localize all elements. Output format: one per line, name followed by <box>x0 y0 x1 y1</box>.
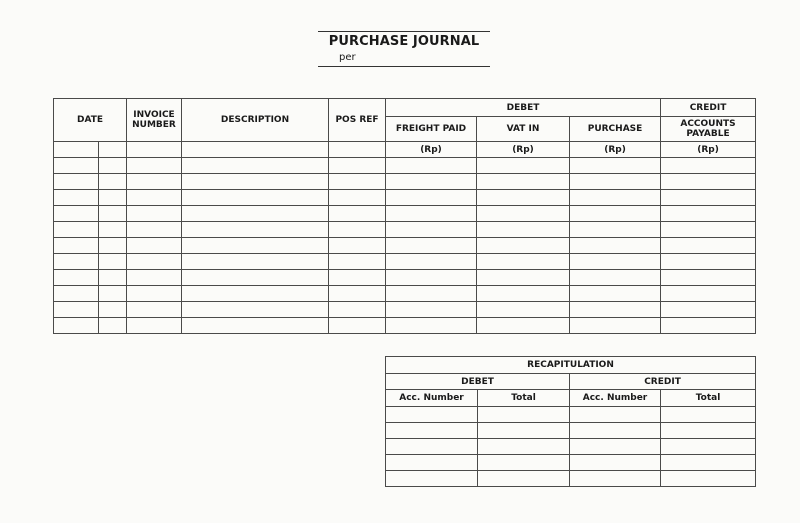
recap-row <box>386 439 756 455</box>
header-purchase: PURCHASE <box>570 117 661 142</box>
credit-acc-number-cell[interactable] <box>570 423 661 439</box>
date-month-cell[interactable] <box>99 238 127 254</box>
accounts-payable-cell[interactable] <box>661 206 756 222</box>
header-debet: DEBET <box>386 99 661 117</box>
accounts-payable-cell[interactable] <box>661 222 756 238</box>
accounts-payable-cell[interactable] <box>661 318 756 334</box>
journal-row <box>54 286 756 302</box>
pos-ref-cell[interactable] <box>329 190 386 206</box>
journal-row <box>54 190 756 206</box>
purchase-cell[interactable] <box>570 190 661 206</box>
recap-header-debet: DEBET <box>386 374 570 390</box>
purchase-cell[interactable] <box>570 238 661 254</box>
header-vat-in: VAT IN <box>477 117 570 142</box>
vat-in-cell[interactable] <box>477 206 570 222</box>
unit-freight-paid: (Rp) <box>386 142 477 158</box>
period-label: per <box>339 52 356 63</box>
accounts-payable-cell[interactable] <box>661 238 756 254</box>
debet-total-cell[interactable] <box>478 423 570 439</box>
date-day-cell[interactable] <box>54 206 99 222</box>
date-month-cell[interactable] <box>99 190 127 206</box>
journal-row <box>54 254 756 270</box>
vat-in-cell[interactable] <box>477 222 570 238</box>
journal-row <box>54 174 756 190</box>
recapitulation-table <box>385 356 756 487</box>
credit-acc-number-cell[interactable] <box>570 471 661 487</box>
date-day-cell[interactable] <box>54 174 99 190</box>
invoice-number-cell[interactable] <box>127 238 182 254</box>
recap-title: RECAPITULATION <box>386 357 756 374</box>
date-day-cell[interactable] <box>54 158 99 174</box>
header-credit: CREDIT <box>661 99 756 117</box>
recap-row <box>386 407 756 423</box>
debet-acc-number-cell[interactable] <box>386 439 478 455</box>
description-cell[interactable] <box>182 190 329 206</box>
debet-acc-number-cell[interactable] <box>386 455 478 471</box>
freight-paid-cell[interactable] <box>386 302 477 318</box>
credit-acc-number-cell[interactable] <box>570 439 661 455</box>
debet-acc-number-cell[interactable] <box>386 407 478 423</box>
date-month-cell[interactable] <box>99 158 127 174</box>
date-day-cell[interactable] <box>54 190 99 206</box>
recap-col-credit-acc-number: Acc. Number <box>570 390 661 407</box>
vat-in-cell[interactable] <box>477 302 570 318</box>
debet-acc-number-cell[interactable] <box>386 471 478 487</box>
journal-row <box>54 206 756 222</box>
pos-ref-cell[interactable] <box>329 206 386 222</box>
date-day-cell[interactable] <box>54 142 99 158</box>
purchase-cell[interactable] <box>570 174 661 190</box>
unit-vat-in: (Rp) <box>477 142 570 158</box>
date-month-cell[interactable] <box>99 142 127 158</box>
description-cell[interactable] <box>182 302 329 318</box>
header-pos-ref: POS REF <box>329 99 386 142</box>
debet-acc-number-cell[interactable] <box>386 423 478 439</box>
freight-paid-cell[interactable] <box>386 158 477 174</box>
purchase-cell[interactable] <box>570 206 661 222</box>
journal-row <box>54 302 756 318</box>
pos-ref-cell[interactable] <box>329 222 386 238</box>
pos-ref-cell[interactable] <box>329 142 386 158</box>
credit-total-cell[interactable] <box>661 423 756 439</box>
date-month-cell[interactable] <box>99 174 127 190</box>
purchase-cell[interactable] <box>570 318 661 334</box>
pos-ref-cell[interactable] <box>329 174 386 190</box>
date-day-cell[interactable] <box>54 302 99 318</box>
recap-row <box>386 423 756 439</box>
date-month-cell[interactable] <box>99 286 127 302</box>
credit-total-cell[interactable] <box>661 471 756 487</box>
purchase-cell[interactable] <box>570 222 661 238</box>
header-description: DESCRIPTION <box>182 99 329 142</box>
journal-row <box>54 238 756 254</box>
pos-ref-cell[interactable] <box>329 238 386 254</box>
date-day-cell[interactable] <box>54 270 99 286</box>
description-cell[interactable] <box>182 270 329 286</box>
date-month-cell[interactable] <box>99 222 127 238</box>
pos-ref-cell[interactable] <box>329 254 386 270</box>
vat-in-cell[interactable] <box>477 158 570 174</box>
vat-in-cell[interactable] <box>477 254 570 270</box>
purchase-cell[interactable] <box>570 254 661 270</box>
date-month-cell[interactable] <box>99 318 127 334</box>
description-cell[interactable] <box>182 158 329 174</box>
header-invoice-number: INVOICE NUMBER <box>127 99 182 142</box>
debet-total-cell[interactable] <box>478 471 570 487</box>
credit-acc-number-cell[interactable] <box>570 407 661 423</box>
freight-paid-cell[interactable] <box>386 270 477 286</box>
date-month-cell[interactable] <box>99 206 127 222</box>
accounts-payable-cell[interactable] <box>661 190 756 206</box>
unit-purchase: (Rp) <box>570 142 661 158</box>
pos-ref-cell[interactable] <box>329 158 386 174</box>
invoice-number-cell[interactable] <box>127 142 182 158</box>
vat-in-cell[interactable] <box>477 190 570 206</box>
journal-row <box>54 222 756 238</box>
recap-row <box>386 471 756 487</box>
invoice-number-cell[interactable] <box>127 270 182 286</box>
invoice-number-cell[interactable] <box>127 206 182 222</box>
freight-paid-cell[interactable] <box>386 206 477 222</box>
description-cell[interactable] <box>182 254 329 270</box>
description-cell[interactable] <box>182 238 329 254</box>
period-input-line[interactable] <box>318 66 490 67</box>
freight-paid-cell[interactable] <box>386 238 477 254</box>
credit-total-cell[interactable] <box>661 439 756 455</box>
vat-in-cell[interactable] <box>477 318 570 334</box>
accounts-payable-cell[interactable] <box>661 302 756 318</box>
purchase-cell[interactable] <box>570 270 661 286</box>
description-cell[interactable] <box>182 174 329 190</box>
description-cell[interactable] <box>182 206 329 222</box>
accounts-payable-cell[interactable] <box>661 174 756 190</box>
recap-col-debet-total: Total <box>478 390 570 407</box>
recap-header-credit: CREDIT <box>570 374 756 390</box>
date-month-cell[interactable] <box>99 302 127 318</box>
accounts-payable-cell[interactable] <box>661 270 756 286</box>
header-accounts-payable: ACCOUNTS PAYABLE <box>661 117 756 142</box>
header-date: DATE <box>54 99 127 142</box>
vat-in-cell[interactable] <box>477 174 570 190</box>
freight-paid-cell[interactable] <box>386 222 477 238</box>
pos-ref-cell[interactable] <box>329 318 386 334</box>
description-cell[interactable] <box>182 222 329 238</box>
accounts-payable-cell[interactable] <box>661 254 756 270</box>
description-cell[interactable] <box>182 318 329 334</box>
date-day-cell[interactable] <box>54 254 99 270</box>
vat-in-cell[interactable] <box>477 270 570 286</box>
date-day-cell[interactable] <box>54 222 99 238</box>
pos-ref-cell[interactable] <box>329 302 386 318</box>
header-freight-paid: FREIGHT PAID <box>386 117 477 142</box>
date-day-cell[interactable] <box>54 318 99 334</box>
recap-row <box>386 455 756 471</box>
accounts-payable-cell[interactable] <box>661 158 756 174</box>
journal-row <box>54 270 756 286</box>
description-cell[interactable] <box>182 142 329 158</box>
title-top-rule <box>318 31 490 32</box>
recap-col-credit-total: Total <box>661 390 756 407</box>
invoice-number-cell[interactable] <box>127 286 182 302</box>
purchase-cell[interactable] <box>570 302 661 318</box>
vat-in-cell[interactable] <box>477 238 570 254</box>
date-month-cell[interactable] <box>99 254 127 270</box>
date-day-cell[interactable] <box>54 286 99 302</box>
debet-total-cell[interactable] <box>478 407 570 423</box>
invoice-number-cell[interactable] <box>127 158 182 174</box>
credit-total-cell[interactable] <box>661 407 756 423</box>
invoice-number-cell[interactable] <box>127 318 182 334</box>
credit-acc-number-cell[interactable] <box>570 455 661 471</box>
description-cell[interactable] <box>182 286 329 302</box>
purchase-cell[interactable] <box>570 286 661 302</box>
freight-paid-cell[interactable] <box>386 190 477 206</box>
purchase-journal-table <box>53 98 756 334</box>
vat-in-cell[interactable] <box>477 286 570 302</box>
freight-paid-cell[interactable] <box>386 254 477 270</box>
invoice-number-cell[interactable] <box>127 302 182 318</box>
document-title: PURCHASE JOURNAL <box>328 34 480 49</box>
freight-paid-cell[interactable] <box>386 286 477 302</box>
freight-paid-cell[interactable] <box>386 174 477 190</box>
credit-total-cell[interactable] <box>661 455 756 471</box>
invoice-number-cell[interactable] <box>127 222 182 238</box>
journal-row <box>54 318 756 334</box>
pos-ref-cell[interactable] <box>329 286 386 302</box>
invoice-number-cell[interactable] <box>127 190 182 206</box>
pos-ref-cell[interactable] <box>329 270 386 286</box>
freight-paid-cell[interactable] <box>386 318 477 334</box>
unit-accounts-payable: (Rp) <box>661 142 756 158</box>
journal-row <box>54 158 756 174</box>
date-day-cell[interactable] <box>54 238 99 254</box>
purchase-cell[interactable] <box>570 158 661 174</box>
accounts-payable-cell[interactable] <box>661 286 756 302</box>
invoice-number-cell[interactable] <box>127 174 182 190</box>
recap-col-debet-acc-number: Acc. Number <box>386 390 478 407</box>
debet-total-cell[interactable] <box>478 455 570 471</box>
debet-total-cell[interactable] <box>478 439 570 455</box>
date-month-cell[interactable] <box>99 270 127 286</box>
invoice-number-cell[interactable] <box>127 254 182 270</box>
